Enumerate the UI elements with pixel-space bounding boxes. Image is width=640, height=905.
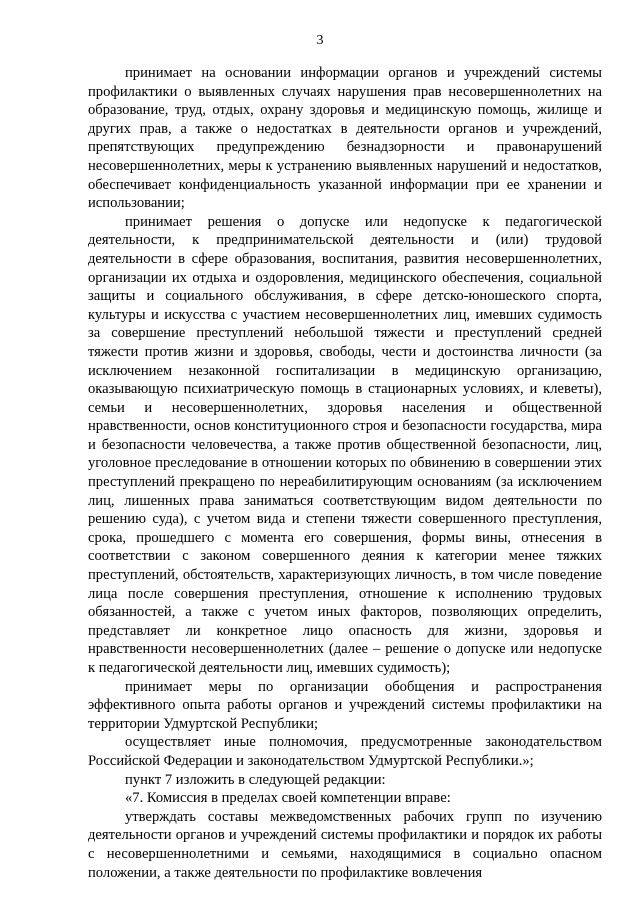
paragraph-violations-measures: принимает на основании информации органов и учреждений системы профилактики о выявленных случаях нарушения прав несовершеннолетних на образование, труд, отдых, охрану здоровья и медицинскую помощь, жилище и других прав, а также о недостатках в деятельности органов и учреждений, препятствующих предупреждению безнадзорности и правонарушений несовершеннолетних, меры к устранению выявленных нарушений и недостатков, обеспечивает конфиденциальность указанной информации при ее хранении и использовании; [88,65,602,212]
paragraph-clause-7-intro: пункт 7 изложить в следующей редакции: [125,771,386,788]
paragraph-other-powers: осуществляет иные полномочия, предусмотренные законодательством Российской Федерации и законодательством Удмуртской Республики.»; [88,734,602,769]
document-body [88,64,602,882]
paragraph-admission-decisions: принимает решения о допуске или недопуске к педагогической деятельности, к предпринимательской деятельности и (или) трудовой деятельности в сфере образования, воспитания, развития несовершеннолетних, организации их отдыха и оздоровления, медицинского обеспечения, социальной защиты и социального обслуживания, в сфере детско-юношеского спорта, культуры и искусства с участием несовершеннолетних лиц, имевших судимость за совершение преступлений небольшой тяжести и преступлений средней тяжести против жизни и здоровья, свободы, чести и достоинства личности (за исключением незаконной госпитализации в медицинскую организацию, оказывающую психиатрическую помощь в стационарных условиях, и клеветы), семьи и несовершеннолетних, здоровья населения и общественной нравственности, основ конституционного строя и безопасности государства, мира и безопасности человечества, а также против общественной безопасности, лиц, уголовное преследование в отношении которых по обвинению в совершении этих преступлений прекращено по нереабилитирующим основаниям (за исключением лиц, лишенных права заниматься соответствующим видом деятельности по решению суда), с учетом вида и степени тяжести совершенного преступления, срока, прошедшего с момента его совершения, формы вины, отнесения в соответствии с законом совершенного деяния к категории менее тяжких преступлений, обстоятельств, характеризующих личность, в том числе поведение лица после совершения преступления, отношение к исполнению трудовых обязанностей, а также с учетом иных факторов, позволяющих определить, представляет ли конкретное лицо опасность для жизни, здоровья и нравственности несовершеннолетних (далее – решение о допуске или недопуске к педагогической деятельности лиц, имевших судимость); [88,213,602,676]
page-number: 3 [316,33,324,48]
paragraph-clause-7-heading: «7. Комиссия в пределах своей компетенции вправе: [125,790,451,807]
paragraph-working-groups: утверждать составы межведомственных рабочих групп по изучению деятельности органов и учреждений системы профилактики и порядок их работы с несовершеннолетними и семьями, находящимися в социально опасном положении, а также деятельности по профилактике вовлечения [88,808,602,881]
paragraph-experience-generalization: принимает меры по организации обобщения и распространения эффективного опыта работы органов и учреждений системы профилактики на территории Удмуртской Республики; [88,678,602,732]
